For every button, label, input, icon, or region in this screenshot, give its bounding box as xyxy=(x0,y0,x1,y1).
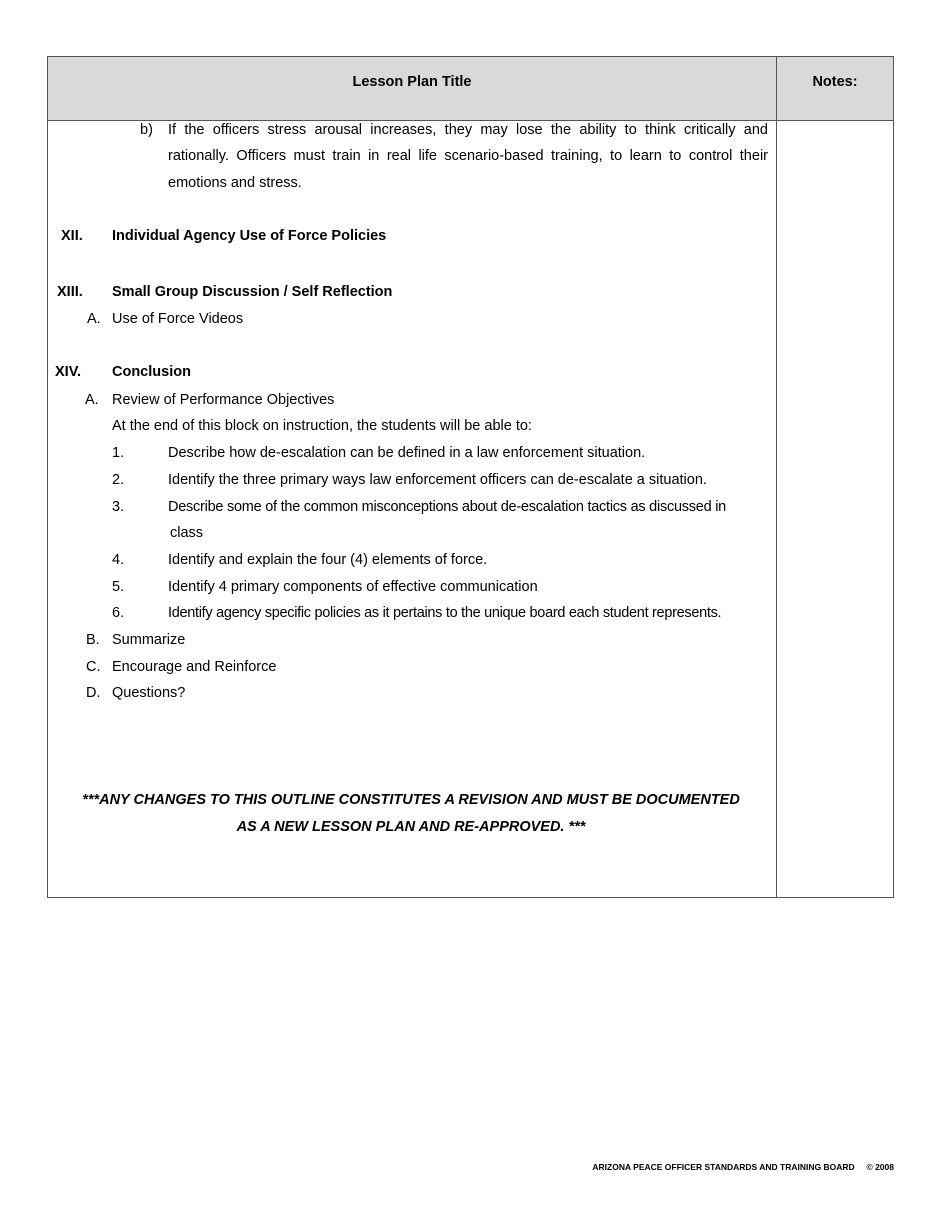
footer-org: ARIZONA PEACE OFFICER STANDARDS AND TRAINING BOARD xyxy=(592,1162,855,1172)
paragraph-line: emotions and stress. xyxy=(168,175,302,191)
list-marker: A. xyxy=(85,392,99,408)
objective-text: Identify and explain the four (4) elements of force. xyxy=(168,552,488,568)
revision-warning: ***ANY CHANGES TO THIS OUTLINE CONSTITUTES A REVISION AND MUST BE DOCUMENTED xyxy=(82,792,740,808)
objective-text: Identify agency specific policies as it pertains to the unique board each student represents. xyxy=(168,605,722,621)
list-item: Encourage and Reinforce xyxy=(112,659,277,675)
list-marker: A. xyxy=(87,311,101,327)
objective-number: 1. xyxy=(112,445,125,461)
list-item: Questions? xyxy=(112,685,186,701)
section-title: Individual Agency Use of Force Policies xyxy=(112,228,387,244)
paragraph-line: If the officers stress arousal increases, they may lose the ability to think critically and xyxy=(168,122,768,138)
list-item: Review of Performance Objectives xyxy=(112,392,335,408)
list-item: Summarize xyxy=(112,632,186,648)
footer xyxy=(592,1162,894,1172)
objective-text: Describe some of the common misconceptions about de-escalation tactics as discussed in xyxy=(168,499,726,515)
section-numeral: XIII. xyxy=(57,284,83,300)
objective-number: 6. xyxy=(112,605,125,621)
list-item: Use of Force Videos xyxy=(112,311,244,327)
table-header xyxy=(48,57,893,121)
lesson-plan-title: Lesson Plan Title xyxy=(352,74,472,90)
objective-number: 2. xyxy=(112,472,125,488)
notes-heading: Notes: xyxy=(812,74,858,90)
list-marker: b) xyxy=(140,122,153,138)
objective-text: Identify 4 primary components of effective communication xyxy=(168,579,538,595)
section-numeral: XIV. xyxy=(55,364,82,380)
list-marker: B. xyxy=(86,632,100,648)
section-numeral: XII. xyxy=(61,228,83,244)
objectives-intro: At the end of this block on instruction, the students will be able to: xyxy=(112,418,532,434)
objective-number: 3. xyxy=(112,499,125,515)
footer-copyright: © 2008 xyxy=(866,1162,894,1172)
objective-text: Describe how de-escalation can be defined in a law enforcement situation. xyxy=(168,445,646,461)
revision-warning: AS A NEW LESSON PLAN AND RE-APPROVED. *** xyxy=(236,819,586,835)
list-marker: C. xyxy=(86,659,101,675)
objective-text-continued: class xyxy=(170,525,204,541)
paragraph-line: rationally. Officers must train in real life scenario-based training, to learn to control their xyxy=(168,148,768,164)
objective-number: 4. xyxy=(112,552,125,568)
notes-column-divider xyxy=(776,57,777,897)
section-title: Small Group Discussion / Self Reflection xyxy=(112,284,393,300)
section-title: Conclusion xyxy=(112,364,191,380)
list-marker: D. xyxy=(86,685,101,701)
objective-number: 5. xyxy=(112,579,125,595)
objective-text: Identify the three primary ways law enforcement officers can de-escalate a situation. xyxy=(168,472,707,488)
